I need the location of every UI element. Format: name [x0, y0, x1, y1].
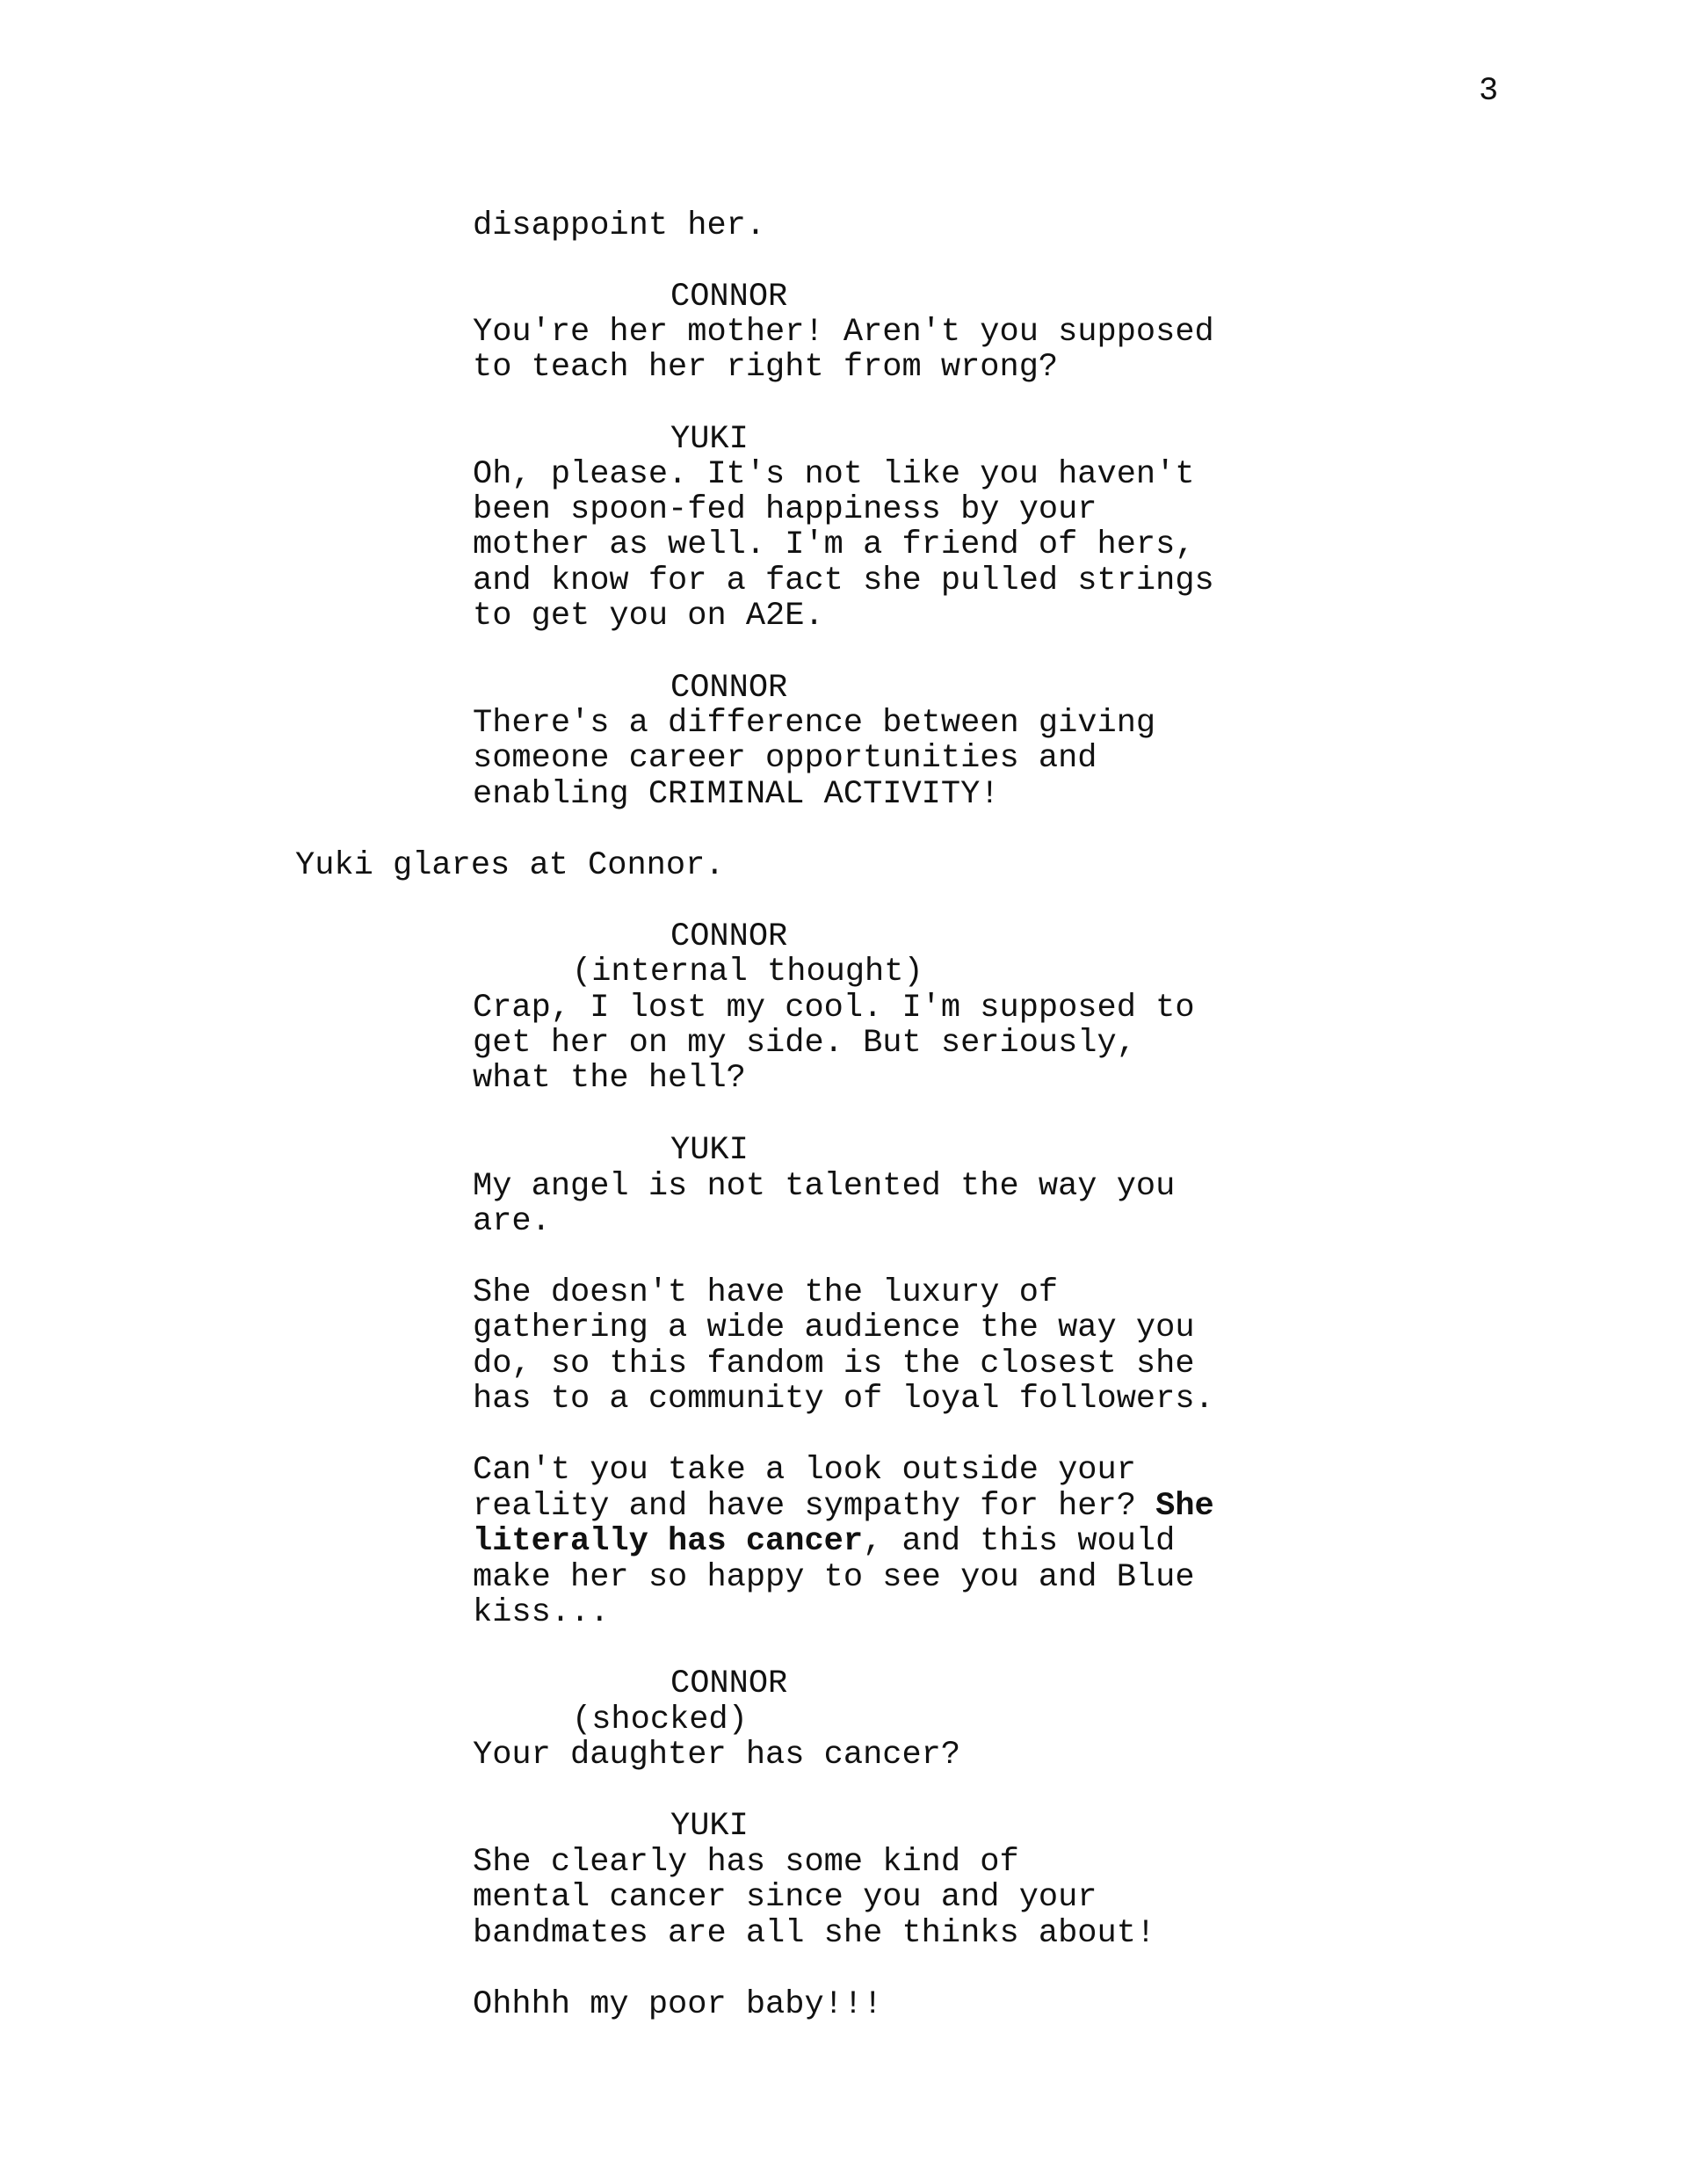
dialogue-line: been spoon-fed happiness by your [473, 491, 1097, 528]
dialogue-line: do, so this fandom is the closest she [473, 1346, 1195, 1382]
dialogue-line: She clearly has some kind of [473, 1844, 1019, 1881]
parenthetical: (shocked) [572, 1701, 748, 1738]
dialogue-line: disappoint her. [473, 207, 766, 244]
dialogue-line: make her so happy to see you and Blue [473, 1559, 1195, 1596]
character-name: YUKI [670, 1132, 749, 1169]
page-number: 3 [1479, 73, 1499, 110]
character-name: YUKI [670, 421, 749, 458]
dialogue-line: to teach her right from wrong? [473, 349, 1059, 386]
character-name: YUKI [670, 1808, 749, 1845]
dialogue-line: Ohhhh my poor baby!!! [473, 1986, 883, 2023]
dialogue-line: what the hell? [473, 1060, 746, 1097]
dialogue-line: someone career opportunities and [473, 740, 1097, 777]
dialogue-line: My angel is not talented the way you [473, 1168, 1176, 1205]
dialogue-line: mental cancer since you and your [473, 1879, 1097, 1916]
dialogue-line: bandmates are all she thinks about! [473, 1915, 1156, 1952]
dialogue-line: are. [473, 1203, 551, 1240]
dialogue-line: has to a community of loyal followers. [473, 1381, 1214, 1418]
dialogue-line: gathering a wide audience the way you [473, 1310, 1195, 1346]
dialogue-line [473, 1489, 1214, 1525]
dialogue-line: Crap, I lost my cool. I'm supposed to [473, 990, 1195, 1027]
dialogue-line: get her on my side. But seriously, [473, 1025, 1136, 1062]
dialogue-line: Can't you take a look outside your [473, 1452, 1136, 1489]
dialogue-line: enabling CRIMINAL ACTIVITY! [473, 776, 1000, 813]
dialogue-line: She doesn't have the luxury of [473, 1274, 1059, 1311]
character-name: CONNOR [670, 1665, 788, 1702]
dialogue-line: kiss... [473, 1594, 610, 1631]
dialogue-text: reality and have sympathy for her? [473, 1488, 1156, 1525]
dialogue-line [473, 1524, 1175, 1560]
dialogue-text: , and this would [863, 1523, 1176, 1560]
dialogue-line: You're her mother! Aren't you supposed [473, 314, 1214, 351]
dialogue-line: to get you on A2E. [473, 598, 824, 635]
dialogue-line: mother as well. I'm a friend of hers, [473, 526, 1195, 563]
emphasis-text: literally has cancer [473, 1523, 864, 1560]
dialogue-line: Oh, please. It's not like you haven't [473, 456, 1195, 493]
character-name: CONNOR [670, 670, 788, 707]
dialogue-line: Your daughter has cancer? [473, 1737, 961, 1774]
parenthetical: (internal thought) [572, 954, 923, 990]
emphasis-text: She [1155, 1488, 1214, 1525]
action-line: Yuki glares at Connor. [295, 847, 725, 884]
character-name: CONNOR [670, 279, 788, 316]
dialogue-line: There's a difference between giving [473, 705, 1156, 742]
character-name: CONNOR [670, 918, 788, 955]
dialogue-line: and know for a fact she pulled strings [473, 562, 1214, 599]
